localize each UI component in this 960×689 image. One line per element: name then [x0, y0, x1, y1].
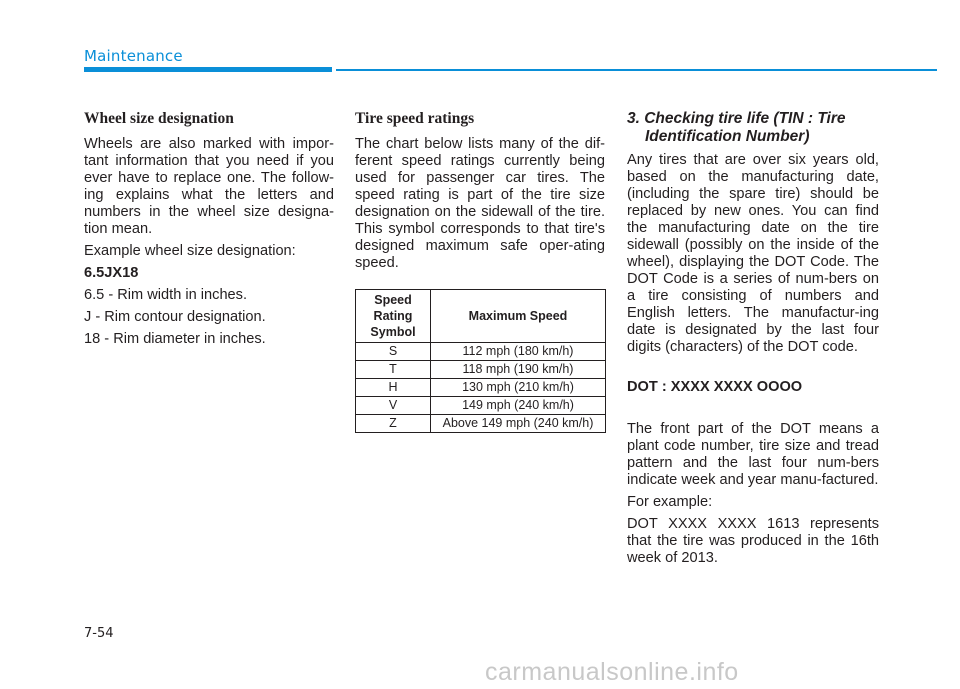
speed-symbol-cell: T — [356, 361, 431, 379]
speed-table-header-symbol: Speed Rating Symbol — [356, 290, 431, 343]
speed-table-header-max-speed: Maximum Speed — [431, 290, 606, 343]
speed-symbol-cell: V — [356, 397, 431, 415]
wheel-size-heading: Wheel size designation — [84, 110, 234, 127]
table-row — [356, 343, 606, 361]
max-speed-cell: Above 149 mph (240 km/h) — [431, 415, 606, 433]
speed-ratings-table — [355, 289, 606, 433]
header-rule-thin — [336, 69, 937, 71]
wheel-size-item-rim-width: 6.5 - Rim width in inches. — [84, 287, 248, 303]
column-wheel-size — [84, 110, 334, 353]
table-row — [356, 415, 606, 433]
speed-table-header-row — [356, 290, 606, 343]
tire-life-heading: 3. Checking tire life (TIN : Tire Identification Number) — [627, 110, 846, 145]
watermark: carmanualsonline.info — [485, 658, 739, 686]
section-title: Maintenance — [84, 47, 183, 65]
dot-example: DOT XXXX XXXX 1613 represents that the tire was produced in the 16th week of 2013. — [627, 516, 879, 566]
speed-symbol-cell: H — [356, 379, 431, 397]
dot-example-label: For example: — [627, 494, 713, 510]
table-row — [356, 397, 606, 415]
max-speed-cell: 130 mph (210 km/h) — [431, 379, 606, 397]
dot-code-format: DOT : XXXX XXXX OOOO — [627, 379, 803, 395]
page-number: 7-54 — [84, 626, 114, 641]
wheel-size-intro: Wheels are also marked with impor-tant information that you need if you ever have to replace one. The follow-ing explains what the letters and numbers in the wheel size designa-tion mean. — [84, 136, 334, 237]
dot-code-explanation: The front part of the DOT means a plant code number, tire size and tread pattern and the last four num-bers indicate week and year manu-factured. — [627, 421, 879, 488]
wheel-size-example: 6.5JX18 — [84, 265, 139, 281]
header-rule-thick — [84, 67, 332, 72]
speed-symbol-cell: Z — [356, 415, 431, 433]
column-speed-ratings — [355, 110, 605, 433]
max-speed-cell: 118 mph (190 km/h) — [431, 361, 606, 379]
table-row — [356, 379, 606, 397]
speed-symbol-cell: S — [356, 343, 431, 361]
speed-ratings-heading: Tire speed ratings — [355, 110, 475, 127]
tire-life-intro: Any tires that are over six years old, based on the manufacturing date, (including the spare tire) should be replaced by new ones. You can find the manufacturing date on the tire sidewall (possibly on the inside of the wheel), displaying the DOT Code. The DOT Code is a series of num-bers on a tire consisting of numbers and English letters. The manufactur-ing date is designated by the last four digits (characters) of the DOT code. — [627, 152, 879, 355]
speed-ratings-intro: The chart below lists many of the dif-ferent speed ratings currently being used for passenger car tires. The speed rating is part of the tire size designation on the sidewall of the tire. This symbol corresponds to that tire's designed maximum safe oper-ating speed. — [355, 136, 605, 271]
max-speed-cell: 149 mph (240 km/h) — [431, 397, 606, 415]
wheel-size-item-rim-contour: J - Rim contour designation. — [84, 309, 266, 325]
wheel-size-example-label: Example wheel size designation: — [84, 243, 296, 259]
wheel-size-item-rim-diameter: 18 - Rim diameter in inches. — [84, 331, 266, 347]
table-row — [356, 361, 606, 379]
max-speed-cell: 112 mph (180 km/h) — [431, 343, 606, 361]
column-tire-life — [627, 110, 879, 572]
